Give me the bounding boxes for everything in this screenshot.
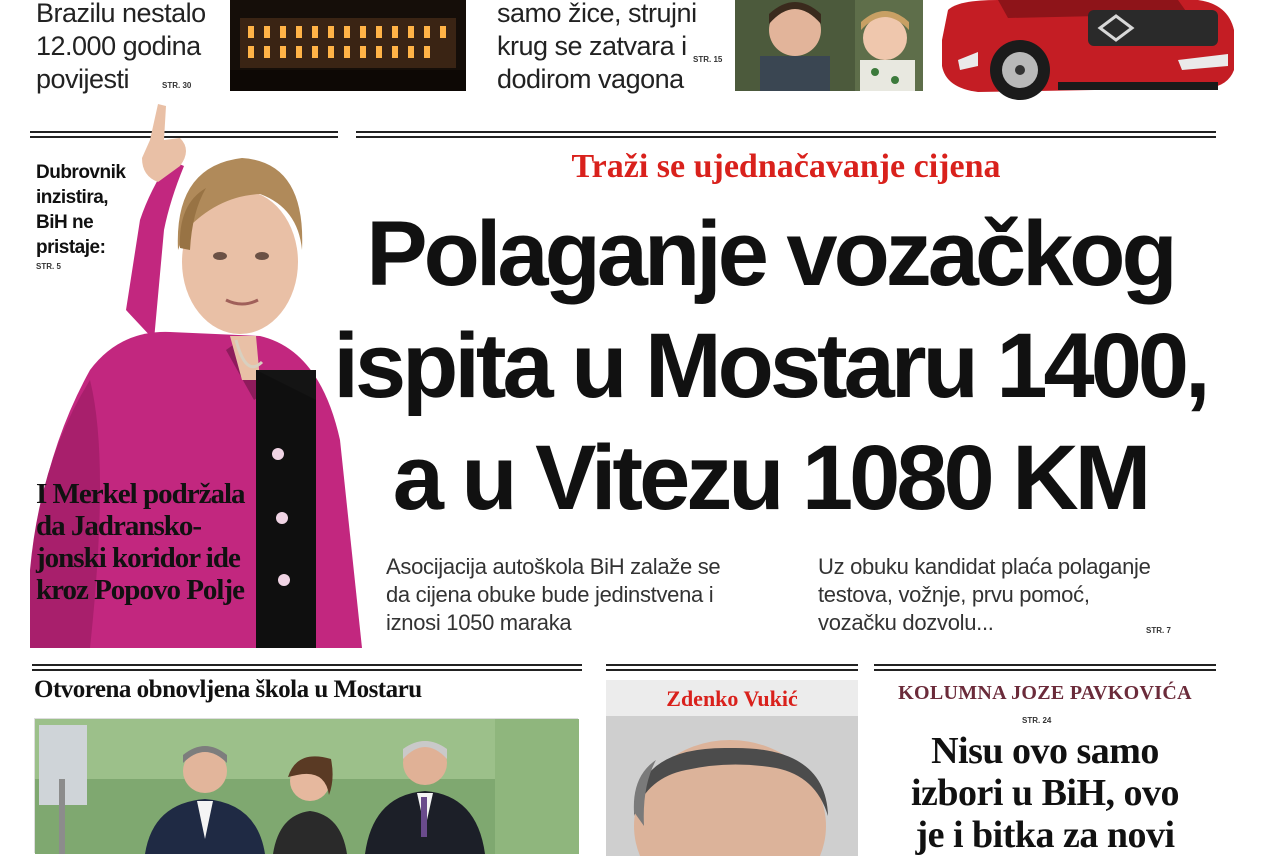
lead-headline[interactable] xyxy=(300,198,1240,534)
teaser-2-line-1: samo žice, strujni xyxy=(497,0,697,28)
car-ad-photo[interactable] xyxy=(938,0,1238,108)
side-story-line-3: BiH ne xyxy=(36,212,94,233)
merkel-caption-line-4: kroz Popovo Polje xyxy=(36,574,244,606)
lede-right xyxy=(818,553,1218,637)
rule-bottom-left xyxy=(32,664,582,671)
teaser-1[interactable] xyxy=(36,0,226,96)
lead-headline-line-2: ispita u Mostaru 1400, xyxy=(333,315,1207,417)
teaser-2-line-2: krug se zatvara i xyxy=(497,31,687,61)
lede-left-line-2: da cijena obuke bude jedinstvena i xyxy=(386,582,714,607)
kolumna-page-ref: STR. 24 xyxy=(1022,716,1052,725)
museum-fire-photo[interactable] xyxy=(230,0,466,91)
lead-kicker: Traži se ujednačavanje cijena xyxy=(571,148,1001,185)
teaser-1-line-2: 12.000 godina xyxy=(36,31,201,61)
side-story[interactable] xyxy=(36,160,136,271)
children-photo[interactable] xyxy=(735,0,923,91)
teaser-2-line-3: dodirom vagona xyxy=(497,64,684,94)
side-story-page-ref: STR. 5 xyxy=(36,262,61,271)
rule-bottom-right xyxy=(874,664,1216,671)
lead-headline-line-3: a u Vitezu 1080 KM xyxy=(392,427,1148,529)
museum-fire-image xyxy=(230,0,466,91)
kolumna-headline-line-2: izbori u BiH, ovo xyxy=(910,772,1180,814)
side-story-line-4: pristaje: xyxy=(36,237,106,258)
lede-left-line-3: iznosi 1050 maraka xyxy=(386,610,572,635)
kolumna-headline-line-3: je i bitka za novi xyxy=(915,814,1175,856)
lede-right-line-3: vozačku dozvolu... xyxy=(818,610,994,635)
kolumna-headline-line-1: Nisu ovo samo xyxy=(931,730,1159,772)
merkel-caption-line-2: da Jadransko- xyxy=(36,510,202,542)
merkel-caption-line-1: I Merkel podržala xyxy=(36,478,245,510)
teaser-2-page-ref: STR. 15 xyxy=(693,55,723,64)
lead-page-ref: STR. 7 xyxy=(1146,626,1171,635)
school-photo[interactable] xyxy=(34,718,578,853)
merkel-caption[interactable] xyxy=(36,478,336,606)
kolumna-headline[interactable] xyxy=(874,730,1216,856)
column-author-box[interactable] xyxy=(606,680,858,853)
teaser-1-page-ref: STR. 30 xyxy=(162,81,192,90)
column-author-name: Zdenko Vukić xyxy=(666,686,798,711)
lede-right-line-2: testova, vožnje, prvu pomoć, xyxy=(818,582,1090,607)
teaser-1-line-1: Brazilu nestalo xyxy=(36,0,206,28)
author-portrait-image xyxy=(606,716,858,856)
merkel-caption-line-3: jonski koridor ide xyxy=(36,542,240,574)
teaser-2[interactable] xyxy=(497,0,733,96)
teaser-1-line-3: povijesti xyxy=(36,64,130,94)
lead-headline-line-1: Polaganje vozačkog xyxy=(366,203,1174,305)
school-opening-image xyxy=(35,719,579,854)
lede-left-line-1: Asocijacija autoškola BiH zalaže se xyxy=(386,554,721,579)
red-car-image xyxy=(938,0,1238,108)
lede-left xyxy=(386,553,786,637)
rule-main-top xyxy=(356,131,1216,138)
kolumna-label: KOLUMNA JOZE PAVKOVIĆA xyxy=(898,682,1192,704)
lede-right-line-1: Uz obuku kandidat plaća polaganje xyxy=(818,554,1151,579)
children-image xyxy=(735,0,923,91)
school-story-title[interactable]: Otvorena obnovljena škola u Mostaru xyxy=(34,676,422,703)
side-story-line-2: inzistira, xyxy=(36,187,109,208)
rule-bottom-mid xyxy=(606,664,858,671)
side-story-line-1: Dubrovnik xyxy=(36,162,126,183)
